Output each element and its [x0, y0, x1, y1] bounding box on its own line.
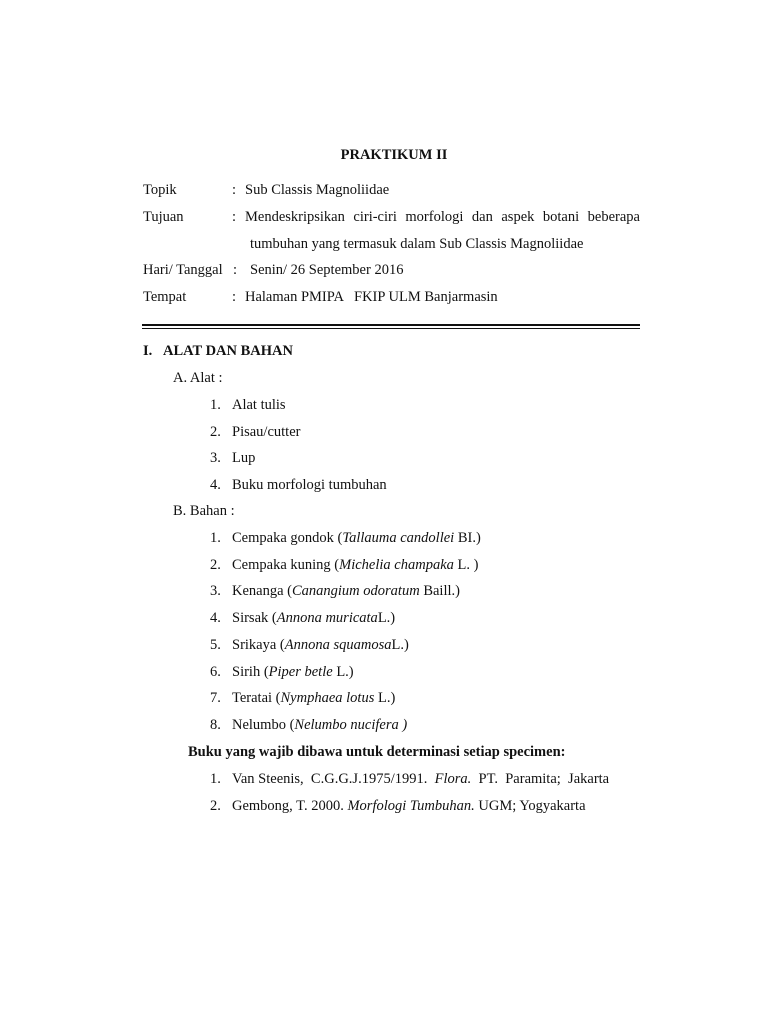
topik-label: Topik — [143, 182, 177, 198]
list-item-text: Pisau/cutter — [232, 423, 301, 440]
list-item-scientific-name: Annona muricata — [276, 610, 378, 627]
bahan-item — [210, 689, 395, 707]
hari-colon: : — [233, 262, 238, 278]
topik-colon: : — [232, 182, 237, 198]
alat-heading: A. Alat : — [173, 370, 223, 386]
list-item-text: Cempaka kuning ( — [232, 556, 340, 573]
list-item-text-suffix: PT. Paramita; Jakarta — [471, 771, 610, 787]
alat-item — [210, 423, 300, 441]
bahan-item — [210, 609, 395, 627]
list-item-number: 5. — [210, 636, 221, 653]
list-item-text: Kenanga ( — [232, 583, 292, 600]
list-item-number: 1. — [210, 771, 221, 787]
list-item-text: Nelumbo ( — [232, 716, 295, 733]
alat-item — [210, 476, 387, 494]
list-item-text: Lup — [232, 450, 256, 467]
list-item-scientific-name: Morfologi Tumbuhan. — [347, 797, 475, 814]
list-item-scientific-name: Canangium odoratum — [291, 583, 420, 600]
bahan-item — [210, 529, 481, 547]
list-item-number: 3. — [210, 450, 221, 467]
list-item-text-suffix: Baill.) — [419, 583, 460, 600]
bahan-heading: B. Bahan : — [173, 503, 235, 519]
hari-label: Hari/ Tanggal — [143, 262, 223, 278]
list-item-text: Sirih ( — [232, 663, 269, 680]
list-item-number: 4. — [210, 610, 221, 627]
list-item-text: Teratai ( — [232, 690, 281, 707]
list-item-number: 8. — [210, 716, 221, 733]
topik-value: Sub Classis Magnoliidae — [245, 182, 390, 198]
list-item-number: 2. — [210, 556, 221, 573]
list-item-text: Sirsak ( — [232, 610, 277, 627]
list-item-scientific-name: Annona squamosa — [284, 636, 392, 653]
section-number: I. — [143, 343, 153, 359]
list-item-scientific-name: Nelumbo nucifera ) — [294, 716, 408, 733]
list-item-number: 1. — [210, 530, 221, 546]
list-item-number: 2. — [210, 797, 221, 814]
list-item-text-suffix: L.) — [377, 610, 396, 627]
header-divider-thin — [142, 328, 640, 329]
list-item-text: Alat tulis — [232, 397, 286, 413]
alat-item — [210, 449, 255, 467]
bahan-item — [210, 663, 354, 681]
bahan-item — [210, 716, 407, 734]
list-item-text-suffix: BI.) — [454, 530, 481, 546]
list-item-scientific-name: Nymphaea lotus — [280, 690, 375, 707]
list-item-text: Cempaka gondok ( — [232, 530, 343, 546]
tujuan-line-2: tumbuhan yang termasuk dalam Sub Classis Magnoliidae — [250, 236, 584, 252]
list-item-number: 6. — [210, 663, 221, 680]
list-item-text: Srikaya ( — [232, 636, 285, 653]
bahan-item — [210, 582, 460, 600]
list-item-number: 3. — [210, 583, 221, 600]
tujuan-line-1: Mendeskripsikan ciri-ciri morfologi dan aspek botani beberapa — [245, 209, 640, 225]
list-item-scientific-name: Flora. — [434, 771, 472, 787]
tempat-label: Tempat — [143, 289, 187, 305]
buku-item — [210, 770, 609, 788]
list-item-number: 2. — [210, 423, 221, 440]
list-item-scientific-name: Piper betle — [268, 663, 333, 680]
list-item-number: 7. — [210, 690, 221, 707]
list-item-text: Gembong, T. 2000. — [232, 797, 348, 814]
list-item-number: 4. — [210, 477, 221, 494]
list-item-text-suffix: UGM; Yogyakarta — [474, 797, 586, 814]
list-item-text-suffix: L. ) — [453, 556, 479, 573]
bahan-item — [210, 556, 478, 574]
buku-heading: Buku yang wajib dibawa untuk determinasi setiap specimen: — [188, 744, 566, 760]
section-heading: ALAT DAN BAHAN — [163, 343, 293, 359]
tempat-colon: : — [232, 289, 237, 305]
list-item-text-suffix: L.) — [332, 663, 354, 680]
list-item-scientific-name: Michelia champaka — [339, 556, 454, 573]
tujuan-label: Tujuan — [143, 209, 184, 225]
header-divider-thick — [142, 324, 640, 326]
list-item-text-suffix: L.) — [391, 636, 409, 653]
list-item-number: 1. — [210, 397, 221, 413]
hari-value: Senin/ 26 September 2016 — [250, 262, 404, 278]
list-item-text-suffix: L.) — [374, 690, 396, 707]
bahan-item — [210, 636, 409, 654]
page-title: PRAKTIKUM II — [340, 147, 448, 163]
list-item-scientific-name: Tallauma candollei — [342, 530, 455, 546]
alat-item — [210, 396, 286, 414]
buku-item — [210, 797, 586, 815]
list-item-text: Buku morfologi tumbuhan — [232, 477, 387, 494]
tujuan-colon: : — [232, 209, 237, 225]
list-item-text: Van Steenis, C.G.G.J.1975/1991. — [232, 771, 435, 787]
tempat-value: Halaman PMIPA FKIP ULM Banjarmasin — [245, 289, 498, 305]
